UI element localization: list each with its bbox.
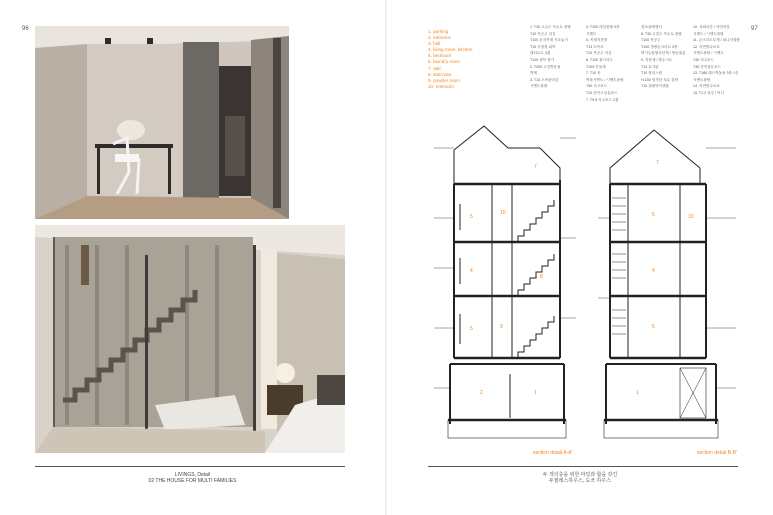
note-line: T100 목공주 — [641, 38, 661, 43]
footer-subtitle-right: 두필레스하우스, 도쓰 하우스 — [548, 478, 612, 485]
svg-text:2: 2 — [480, 390, 483, 396]
room-legend — [428, 29, 472, 90]
note-line: T10 목공주 마감 — [530, 31, 556, 36]
page-number-right: 97 — [751, 26, 758, 32]
note-line: T30 종이섬유보드 — [693, 64, 722, 69]
note-line: 11. 콘크리트부재 / 퍼니처결합 — [693, 38, 740, 43]
note-line: 13. T180 레드벽돌용 3중 1층 — [693, 71, 739, 76]
legend-item: 1. parking — [428, 29, 449, 34]
note-line: T100 폰지목재 기초놓기 — [530, 38, 568, 43]
section-b-caption: section detail B-B' — [697, 450, 737, 456]
svg-text:7: 7 — [656, 160, 659, 166]
note-line: T100 경량콘크리트 3중 — [641, 44, 678, 49]
note-line: T13 무기판 — [641, 64, 659, 69]
note-line: 시멘트몰탈 — [693, 77, 711, 82]
note-line: 2. T200 고밀방음용 — [530, 64, 561, 69]
svg-text:4: 4 — [652, 268, 655, 274]
note-line: T40 석고보드 — [693, 57, 715, 62]
material-notes-col-2 — [586, 24, 624, 103]
note-line: 시멘트몰탈 — [530, 84, 548, 89]
section-drawing-b — [596, 118, 746, 448]
section-a-caption: section detail A-A' — [533, 450, 573, 456]
footer-title-right: 두 개의층을 위한 마당과 합을 갖긴 — [542, 472, 618, 478]
svg-text:9: 9 — [500, 324, 503, 330]
note-line: 12. 지면방수보호 — [693, 44, 720, 49]
note-line: T100 단열재 — [586, 64, 606, 69]
svg-text:7: 7 — [534, 164, 537, 170]
note-line: 경보관제센터 — [641, 25, 662, 29]
note-line: 벽돌시멘트 / 시멘트몰탈 — [586, 77, 624, 82]
svg-text:5: 5 — [652, 212, 655, 218]
page-number-left: 96 — [22, 26, 29, 32]
note-line: 14. 지면방수보호 — [693, 84, 720, 89]
legend-item: 9. powder room — [428, 77, 460, 83]
svg-text:5: 5 — [470, 214, 473, 220]
note-line: T10 종이고섬유보드 — [586, 90, 618, 95]
svg-text:5: 5 — [652, 324, 655, 330]
legend-item: 4. living room, kitchen — [428, 47, 473, 53]
note-line: 10. 석회마감 / 석면마감 — [693, 25, 730, 29]
legend-item: 10. restroom — [428, 83, 454, 89]
note-line: T10 목공주 마감 — [586, 51, 612, 56]
svg-text:5: 5 — [470, 326, 473, 332]
note-line: 1. T30 고급도 목수토 몰탈 — [530, 25, 571, 29]
note-line: 시멘트몰탈 / 시멘트 — [693, 51, 724, 56]
note-line: 벽기능통합차단재 / 방습필름 — [641, 51, 686, 56]
legend-item: 7. attic — [428, 65, 442, 71]
note-line: 4. T100 레일몰탈 3중 — [586, 25, 620, 29]
svg-text:10: 10 — [688, 214, 694, 220]
svg-text:1: 1 — [636, 390, 639, 396]
note-line: T100 정목 철가 — [530, 57, 555, 62]
note-line: 3. T13 오목판마감 — [530, 77, 559, 82]
note-line: 15. T1.2 알루 / 씨디 — [693, 90, 725, 95]
note-line: 벽체 — [530, 71, 537, 76]
footer-title-left: LIVINGS, Detail — [174, 472, 211, 478]
note-line: 시멘트 — [586, 31, 597, 36]
svg-text:4: 4 — [470, 268, 473, 274]
note-line: T40 석고보드 — [586, 84, 608, 89]
footer-rule-right — [428, 466, 738, 467]
legend-item: 5. bedroom — [428, 53, 452, 59]
legend-item: 6. laundry room — [428, 59, 460, 65]
svg-text:1: 1 — [534, 390, 537, 396]
note-line: 8. T30 고밀도 목수토 몰탈 — [641, 31, 682, 36]
svg-text:10: 10 — [500, 210, 506, 216]
legend-item: 3. hall — [428, 41, 441, 47]
note-line: T10 경량하이센폴 — [641, 84, 670, 89]
legend-item: 2. entrance — [428, 35, 451, 41]
note-line: 7. T9.5 석고보드 2겹 — [586, 97, 619, 102]
note-line: T13 도목조 — [586, 44, 604, 49]
note-line: 레티로트 3겹 — [530, 51, 551, 56]
material-notes-col-4 — [693, 24, 740, 97]
footer-subtitle-left: 02 THE HOUSE FOR MULTI FAMILIES — [148, 478, 237, 485]
note-line: H-150 엄격한 치수 결합 — [641, 77, 679, 82]
svg-text:8: 8 — [540, 274, 543, 280]
note-line: 7. T10 목 — [586, 71, 601, 76]
note-line: 6. T100 철크리트 — [586, 57, 614, 62]
note-line: T10 부정형 피막 — [530, 44, 556, 49]
section-drawing-a — [430, 118, 580, 448]
note-line: T10 폴리스틸 — [641, 71, 663, 76]
material-notes-col-1 — [530, 24, 571, 90]
note-line: 5. 목재지붕틀 — [586, 38, 608, 43]
note-line: 9. 지붕재 / 방수시트 — [641, 57, 673, 62]
note-line: 시멘트 / 시멘트몰탈 — [693, 31, 724, 36]
footer-right — [387, 472, 773, 485]
legend-item: 8. staircase — [428, 71, 452, 77]
material-notes-col-3 — [641, 24, 686, 90]
